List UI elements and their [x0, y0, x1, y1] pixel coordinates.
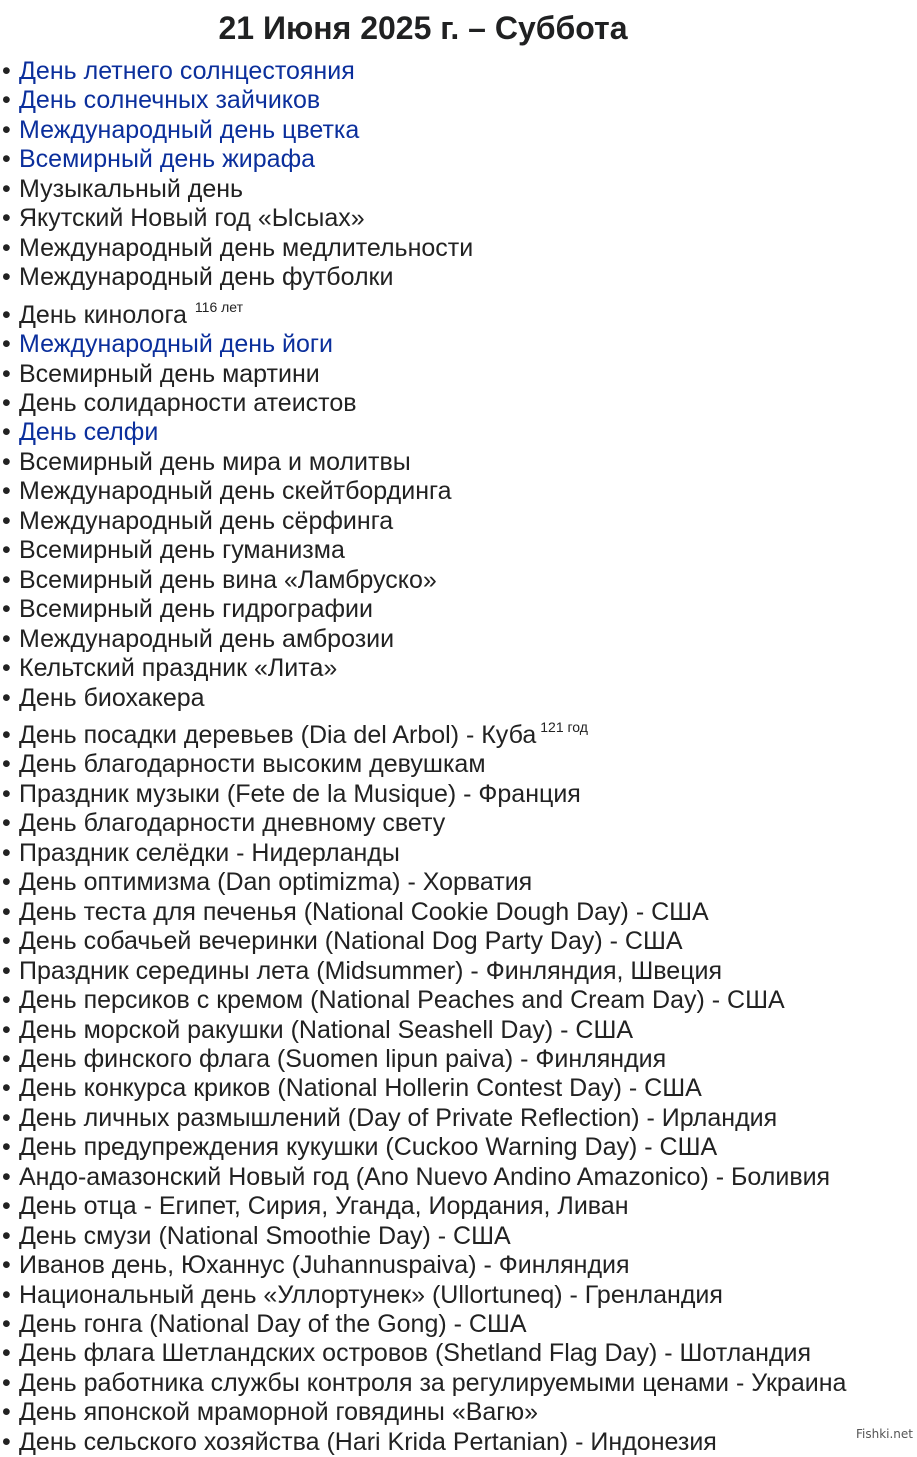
holiday-label: День морской ракушки (National Seashell Day) - США: [19, 1015, 634, 1044]
holiday-label: День собачьей вечеринки (National Dog Party Day) - США: [19, 927, 683, 956]
bullet-icon: •: [2, 624, 11, 653]
bullet-icon: •: [2, 595, 11, 624]
holiday-label: День сельского хозяйства (Hari Krida Pertanian) - Индонезия: [19, 1427, 717, 1456]
holiday-label: Международный день футболки: [19, 263, 394, 292]
holiday-item: [2, 536, 846, 565]
holiday-item: [2, 477, 846, 506]
bullet-icon: •: [2, 897, 11, 926]
years-badge: 121 год: [540, 718, 588, 735]
holiday-label: День смузи (National Smoothie Day) - США: [19, 1221, 511, 1250]
holiday-item[interactable]: [2, 86, 846, 115]
holiday-item: [2, 898, 846, 927]
holiday-label: Всемирный день мартини: [19, 359, 320, 388]
holiday-label: Музыкальный день: [19, 174, 244, 203]
holiday-item: [2, 1074, 846, 1103]
holiday-item: [2, 1281, 846, 1310]
bullet-icon: •: [2, 359, 11, 388]
holiday-label: Праздник музыки (Fete de la Musique) - Франция: [19, 779, 581, 808]
holiday-item: [2, 1369, 846, 1398]
holiday-item: [2, 1133, 846, 1162]
holiday-item: [2, 1339, 846, 1368]
holiday-item: [2, 1310, 846, 1339]
bullet-icon: •: [2, 838, 11, 867]
holiday-item: [2, 1163, 846, 1192]
holiday-item: [2, 957, 846, 986]
holiday-label: Всемирный день гуманизма: [19, 536, 345, 565]
holiday-label: День отца - Египет, Сирия, Уганда, Иордания, Ливан: [19, 1192, 629, 1221]
bullet-icon: •: [2, 1162, 11, 1191]
holiday-label: Международный день медлительности: [19, 233, 474, 262]
holiday-label: Андо-амазонский Новый год (Ano Nuevo Andino Amazonico) - Боливия: [19, 1162, 831, 1191]
bullet-icon: •: [2, 536, 11, 565]
holiday-label: День работника службы контроля за регулируемыми ценами - Украина: [19, 1368, 847, 1397]
holiday-item: [2, 1045, 846, 1074]
holiday-label: День гонга (National Day of the Gong) - США: [19, 1310, 527, 1339]
bullet-icon: •: [2, 956, 11, 985]
bullet-icon: •: [2, 779, 11, 808]
bullet-icon: •: [2, 868, 11, 897]
bullet-icon: •: [2, 1133, 11, 1162]
holiday-item: [2, 595, 846, 624]
holiday-label: День теста для печенья (National Cookie Dough Day) - США: [19, 897, 709, 926]
page-title: 21 Июня 2025 г. – Суббота: [218, 10, 628, 46]
bullet-icon: •: [2, 1221, 11, 1250]
bullet-icon: •: [2, 1044, 11, 1073]
holiday-label: Всемирный день гидрографии: [19, 595, 373, 624]
bullet-icon: •: [2, 565, 11, 594]
bullet-icon: •: [2, 263, 11, 292]
holiday-label: Национальный день «Уллортунек» (Ullortuneq) - Гренландия: [19, 1280, 723, 1309]
holiday-item: [2, 204, 846, 233]
bullet-icon: •: [2, 204, 11, 233]
holiday-label: Кельтский праздник «Лита»: [19, 654, 338, 683]
bullet-icon: •: [2, 986, 11, 1015]
holiday-item: [2, 625, 846, 654]
holiday-item: [2, 1251, 846, 1280]
holiday-label: День биохакера: [19, 683, 205, 712]
bullet-icon: •: [2, 1427, 11, 1456]
holiday-item: [2, 684, 846, 713]
bullet-icon: •: [2, 1368, 11, 1397]
bullet-icon: •: [2, 1251, 11, 1280]
holiday-item: [2, 507, 846, 536]
holiday-item: [2, 868, 846, 897]
bullet-icon: •: [2, 174, 11, 203]
holiday-label: День личных размышлений (Day of Private Reflection) - Ирландия: [19, 1103, 778, 1132]
holiday-label: Международный день амброзии: [19, 624, 395, 653]
holiday-item[interactable]: [2, 116, 846, 145]
years-badge: 116 лет: [194, 298, 244, 315]
bullet-icon: •: [2, 300, 11, 329]
holiday-label: Международный день скейтбординга: [19, 477, 452, 506]
holiday-item: [2, 448, 846, 477]
holiday-item: [2, 654, 846, 683]
holiday-label: Международный день сёрфинга: [19, 506, 394, 535]
bullet-icon: •: [2, 330, 11, 359]
bullet-icon: •: [2, 477, 11, 506]
holiday-link[interactable]: День солнечных зайчиков: [19, 86, 321, 115]
bullet-icon: •: [2, 86, 11, 115]
holiday-label: День предупреждения кукушки (Cuckoo Warning Day) - США: [19, 1133, 718, 1162]
holiday-item: [2, 234, 846, 263]
holiday-label: Праздник селёдки - Нидерланды: [19, 838, 400, 867]
holiday-label: Всемирный день вина «Ламбруско»: [19, 565, 437, 594]
bullet-icon: •: [2, 1398, 11, 1427]
holiday-label: Иванов день, Юханнус (Juhannuspaiva) - Финляндия: [19, 1251, 630, 1280]
holiday-item: [2, 809, 846, 838]
holiday-label: Якутский Новый год «Ысыах»: [19, 204, 365, 233]
watermark: Fishki.net: [855, 1427, 913, 1441]
holiday-label: День оптимизма (Dan optimizma) - Хорватия: [19, 868, 533, 897]
holiday-item: [2, 1222, 846, 1251]
holiday-item: [2, 1016, 846, 1045]
holiday-label: День солидарности атеистов: [19, 388, 357, 417]
bullet-icon: •: [2, 1192, 11, 1221]
holiday-link[interactable]: Всемирный день жирафа: [19, 145, 316, 174]
holiday-item: [2, 360, 846, 389]
bullet-icon: •: [2, 809, 11, 838]
holiday-link[interactable]: Международный день цветка: [19, 115, 360, 144]
holiday-item[interactable]: [2, 418, 846, 447]
holiday-item: [2, 1104, 846, 1133]
holiday-item: [2, 389, 846, 418]
bullet-icon: •: [2, 654, 11, 683]
bullet-icon: •: [2, 1074, 11, 1103]
holiday-item[interactable]: [2, 330, 846, 359]
holiday-label: День персиков с кремом (National Peaches and Cream Day) - США: [19, 986, 785, 1015]
bullet-icon: •: [2, 1310, 11, 1339]
bullet-icon: •: [2, 388, 11, 417]
bullet-icon: •: [2, 683, 11, 712]
bullet-icon: •: [2, 418, 11, 447]
holiday-item: [2, 839, 846, 868]
holiday-item: [2, 750, 846, 779]
bullet-icon: •: [2, 145, 11, 174]
holiday-item: [2, 927, 846, 956]
holiday-item: [2, 986, 846, 1015]
holiday-label: День японской мраморной говядины «Вагю»: [19, 1398, 539, 1427]
holiday-item: [2, 1192, 846, 1221]
bullet-icon: •: [2, 57, 11, 85]
holiday-item: [2, 1398, 846, 1427]
bullet-icon: •: [2, 1280, 11, 1309]
holiday-label: День флага Шетландских островов (Shetland Flag Day) - Шотландия: [19, 1339, 812, 1368]
holiday-label: День финского флага (Suomen lipun paiva) - Финляндия: [19, 1044, 667, 1073]
bullet-icon: •: [2, 115, 11, 144]
holiday-item: [2, 1428, 846, 1457]
holiday-item: [2, 175, 846, 204]
holiday-item: [2, 263, 846, 292]
bullet-icon: •: [2, 233, 11, 262]
bullet-icon: •: [2, 720, 11, 749]
bullet-icon: •: [2, 447, 11, 476]
holiday-link[interactable]: Международный день йоги: [19, 330, 334, 359]
holiday-list: [2, 57, 846, 1457]
holiday-label: День кинолога: [19, 300, 187, 329]
holiday-label: День посадки деревьев (Dia del Arbol) - Куба: [19, 720, 537, 749]
bullet-icon: •: [2, 506, 11, 535]
bullet-icon: •: [2, 1103, 11, 1132]
holiday-item[interactable]: [2, 57, 846, 86]
holiday-item: [2, 293, 846, 330]
bullet-icon: •: [2, 1339, 11, 1368]
holiday-label: День благодарности высоким девушкам: [19, 750, 486, 779]
holiday-link[interactable]: День селфи: [19, 418, 159, 447]
holiday-label: День конкурса криков (National Hollerin Contest Day) - США: [19, 1074, 702, 1103]
holiday-label: Праздник середины лета (Midsummer) - Финляндия, Швеция: [19, 956, 723, 985]
bullet-icon: •: [2, 750, 11, 779]
bullet-icon: •: [2, 927, 11, 956]
holiday-label: Всемирный день мира и молитвы: [19, 447, 411, 476]
holiday-item[interactable]: [2, 145, 846, 174]
holiday-label: День благодарности дневному свету: [19, 809, 446, 838]
holiday-link[interactable]: День летнего солнцестояния: [19, 57, 355, 85]
bullet-icon: •: [2, 1015, 11, 1044]
holiday-item: [2, 713, 846, 750]
holiday-item: [2, 566, 846, 595]
holiday-item: [2, 780, 846, 809]
